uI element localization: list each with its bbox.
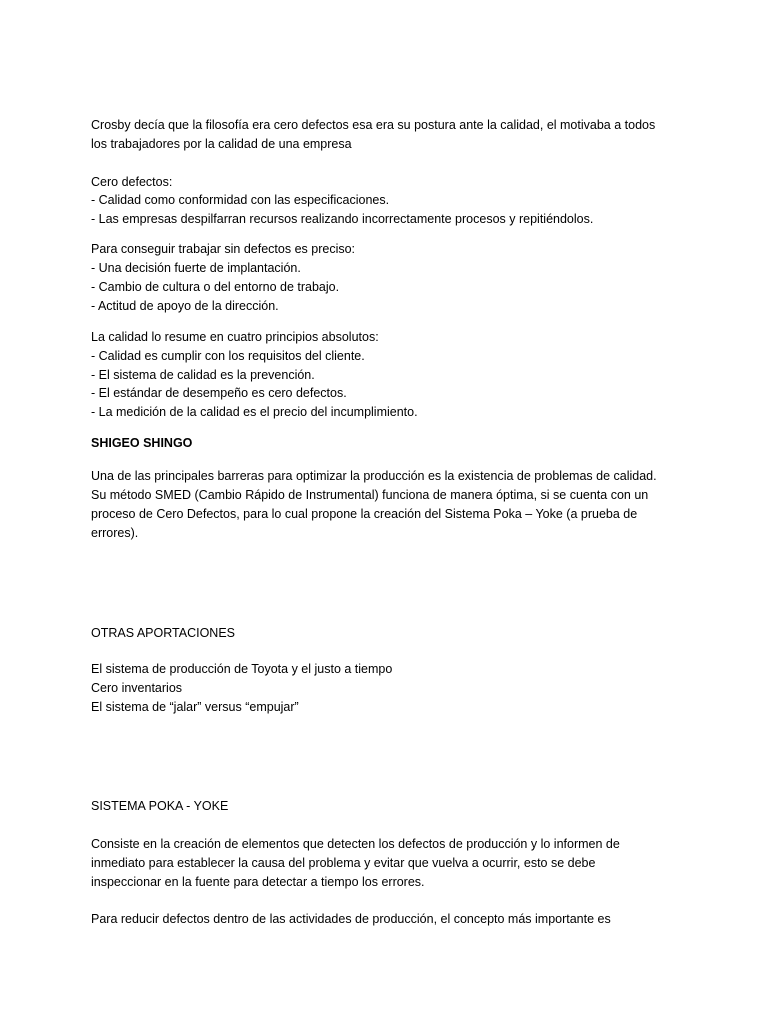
- principios-item-2: - El sistema de calidad es la prevención.: [91, 368, 315, 382]
- principios-item-4: - La medición de la calidad es el precio del incumplimiento.: [91, 405, 418, 419]
- poka-line-3: inspeccionar en la fuente para detectar a tiempo los errores.: [91, 875, 425, 889]
- otras-item-1: El sistema de producción de Toyota y el justo a tiempo: [91, 662, 393, 676]
- otras-heading: OTRAS APORTACIONES: [91, 626, 236, 640]
- cero-defectos-item-2: - Las empresas despilfarran recursos realizando incorrectamente procesos y repitiéndolos.: [91, 212, 594, 226]
- shingo-line-3: proceso de Cero Defectos, para lo cual propone la creación del Sistema Poka – Yoke (a prueba de: [91, 507, 638, 521]
- poka-line-1: Consiste en la creación de elementos que detecten los defectos de producción y lo informen de: [91, 837, 620, 851]
- sin-defectos-item-1: - Una decisión fuerte de implantación.: [91, 261, 301, 275]
- shingo-line-4: errores).: [91, 526, 139, 540]
- final-line-1: Para reducir defectos dentro de las actividades de producción, el concepto más importante es: [91, 912, 611, 926]
- poka-heading: SISTEMA POKA - YOKE: [91, 799, 229, 813]
- sin-defectos-item-3: - Actitud de apoyo de la dirección.: [91, 299, 279, 313]
- intro-line-2: los trabajadores por la calidad de una empresa: [91, 137, 352, 151]
- shingo-heading: SHIGEO SHINGO: [91, 436, 193, 450]
- principios-item-1: - Calidad es cumplir con los requisitos del cliente.: [91, 349, 365, 363]
- cero-defectos-heading: Cero defectos:: [91, 175, 173, 189]
- sin-defectos-item-2: - Cambio de cultura o del entorno de trabajo.: [91, 280, 340, 294]
- otras-item-3: El sistema de “jalar” versus “empujar”: [91, 700, 299, 714]
- principios-item-3: - El estándar de desempeño es cero defectos.: [91, 386, 347, 400]
- intro-line-1: Crosby decía que la filosofía era cero defectos esa era su postura ante la calidad, el motivaba a todos: [91, 118, 656, 132]
- principios-heading: La calidad lo resume en cuatro principios absolutos:: [91, 330, 379, 344]
- cero-defectos-item-1: - Calidad como conformidad con las especificaciones.: [91, 193, 390, 207]
- shingo-line-1: Una de las principales barreras para optimizar la producción es la existencia de problemas de calidad.: [91, 469, 657, 483]
- shingo-line-2: Su método SMED (Cambio Rápido de Instrumental) funciona de manera óptima, si se cuenta con un: [91, 488, 649, 502]
- otras-item-2: Cero inventarios: [91, 681, 183, 695]
- poka-line-2: inmediato para establecer la causa del problema y evitar que vuelva a ocurrir, esto se debe: [91, 856, 596, 870]
- sin-defectos-heading: Para conseguir trabajar sin defectos es preciso:: [91, 242, 356, 256]
